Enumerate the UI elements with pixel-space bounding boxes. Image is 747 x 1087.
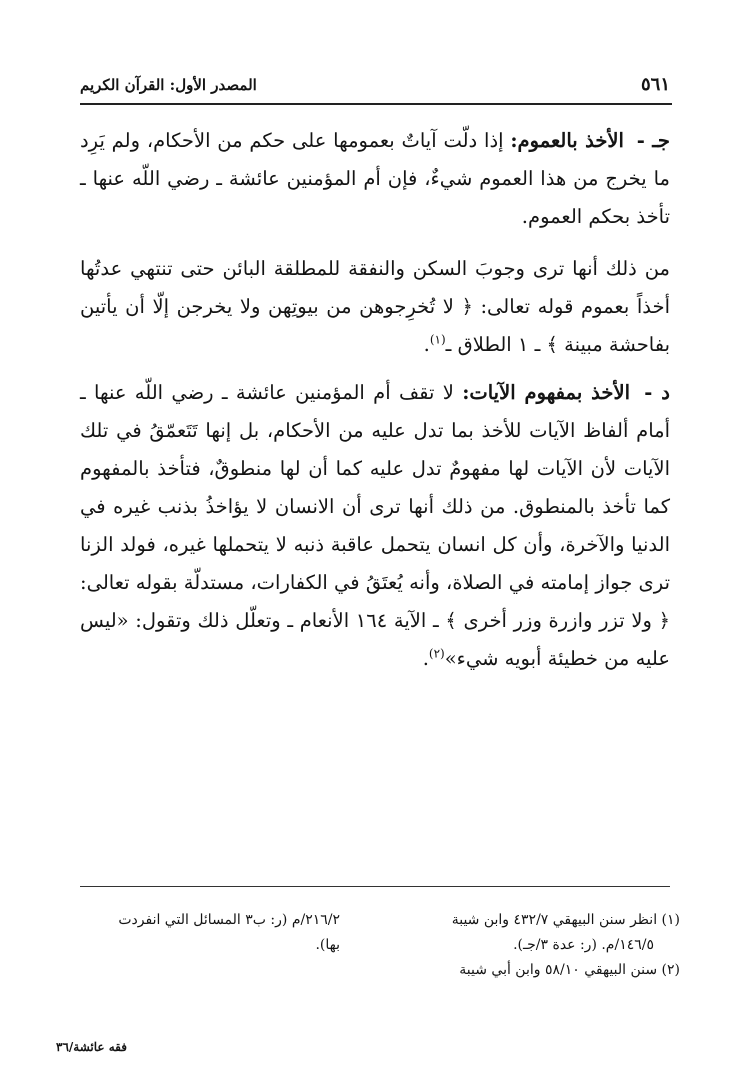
header-divider: [80, 103, 672, 105]
paragraph-text: من ذلك أنها ترى وجوبَ السكن والنفقة للمطلقة البائن حتى تنتهي عدتُها أخذاً بعموم قوله تعالى: ﴿ لا تُخرِجوهن من بيوتِهن ولا يخرجن إلّا أن يأتين بفاحشة مبينة ﴾ ـ ١ الطلاق ـ: [80, 257, 670, 356]
section-heading-implied-meaning: الأخذ بمفهوم الآيات:: [462, 381, 630, 404]
footnote-2-line-1: (٢) سنن البيهقي ٥٨/١٠ وابن أبي شيبة: [459, 962, 680, 978]
page-number: ٥٦١: [640, 74, 670, 95]
main-text: [80, 122, 670, 678]
footnotes: [80, 908, 680, 998]
footnote-1-continuation-end: بها).: [315, 937, 340, 953]
page-header: [80, 70, 670, 100]
footnote-1-continuation: ٢١٦/٢/م (ر: ب٣ المسائل التي انفردت: [118, 912, 340, 928]
section-marker-dal: د -: [644, 381, 670, 404]
printer-signature: فقه عائشة/٣٦: [56, 1040, 127, 1054]
paragraph-general-meaning: [80, 122, 670, 236]
footnote-1-line-2: ١٤٦/٥/م. (ر: عدة ٣/جـ).: [513, 937, 654, 953]
section-heading-general-meaning: الأخذ بالعموم:: [510, 129, 624, 152]
footnote-divider: [80, 886, 670, 887]
footnote-ref-2[interactable]: (٢): [428, 646, 445, 661]
paragraph-text: إذا دلّت آياتٌ بعمومها على حكم من الأحكام، ولم يَرِد ما يخرج من هذا العموم شيءٌ، فإن أم المؤمنين عائشة ـ رضي اللّه عنها ـ تأخذ بحكم العموم.: [80, 129, 670, 228]
paragraph-implied-meaning: [80, 374, 670, 678]
running-title: المصدر الأول: القرآن الكريم: [80, 76, 257, 94]
footnotes-left-column: [80, 908, 340, 958]
footnote-1-line-1: (١) انظر سنن البيهقي ٤٣٢/٧ وابن شيبة: [451, 912, 680, 928]
paragraph-example: [80, 250, 670, 364]
section-marker-jim: جـ -: [636, 129, 670, 152]
footnote-ref-1[interactable]: (١): [429, 332, 446, 347]
paragraph-end: .: [423, 333, 430, 356]
paragraph-end: .: [422, 647, 429, 670]
paragraph-text: لا تقف أم المؤمنين عائشة ـ رضي اللّه عنها ـ أمام ألفاظ الآيات للأخذ بما تدل عليه من الأحكام، بل إنها تَتَعمّقُ في تلك الآيات لأن الآيات لها مفهومٌ تدل عليه كما أن لها منطوقٌ، فتأخذ بالمفهوم كما تأخذ بالمنطوق. من ذلك أنها ترى أن الانسان لا يؤاخذُ بذنب غيره في الدنيا والآخرة، وأن كل انسان يتحمل عاقبة ذنبه لا يتحملها غيره، فولد الزنا ترى جواز إمامته في الصلاة، وأنه يُعتَقُ في الكفارات، مستدلّة بقوله تعالى: ﴿ ولا تزر وازرة وزر أخرى ﴾ ـ الآية ١٦٤ الأنعام ـ وتعلّل ذلك وتقول: «ليس عليه من خطيئة أبويه شيء»: [80, 381, 670, 670]
footnotes-right-column: [380, 908, 680, 983]
